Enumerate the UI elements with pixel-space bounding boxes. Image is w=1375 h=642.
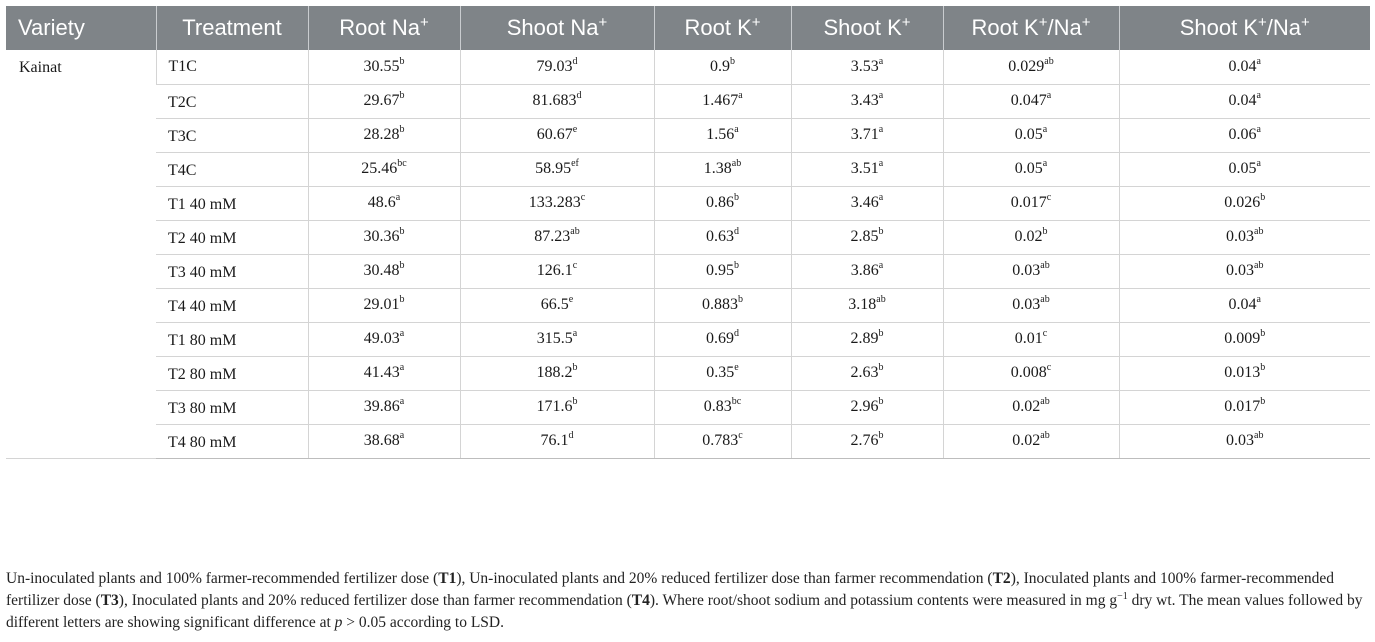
column-header [460,6,654,50]
cell-value: 3.71 [850,126,879,143]
significance-letter: c [580,192,586,203]
significance-letter: a [1256,124,1261,135]
value-cell [791,288,943,322]
significance-letter: ab [570,226,580,237]
value-cell [943,390,1119,424]
table-row [6,322,1370,356]
table-row [6,356,1370,390]
column-header [791,6,943,50]
significance-letter: a [1256,90,1261,101]
header-text: Root K [684,15,752,40]
significance-letter: ab [876,294,886,305]
value-cell [308,322,460,356]
footnote-segment: −1 [1117,591,1128,602]
header-superscript: + [1038,14,1048,31]
significance-letter: a [878,90,884,101]
treatment-cell: T1 40 mM [156,186,308,220]
significance-letter: b [1260,396,1266,407]
value-cell [654,322,791,356]
cell-value: 29.67 [363,92,400,109]
data-table-container [6,6,1370,459]
significance-letter: b [878,430,884,441]
footnote-segment: T2 [992,570,1011,587]
significance-letter: a [878,124,884,135]
significance-letter: b [1042,226,1048,237]
cell-value: 0.783 [702,432,739,449]
significance-letter: b [878,328,884,339]
value-cell [460,288,654,322]
value-cell [1119,424,1370,458]
cell-value: 0.35 [706,364,735,381]
significance-letter: a [399,430,405,441]
column-header [943,6,1119,50]
cell-value: 0.008 [1010,364,1047,381]
treatment-cell: T2C [156,84,308,118]
significance-letter: d [572,55,578,67]
footnote-segment: ), Inoculated plants and 20% reduced fertilizer dose than farmer recommendation ( [118,592,632,609]
cell-value: 3.53 [850,57,879,75]
cell-value: 3.18 [848,296,877,313]
value-cell [943,356,1119,390]
significance-letter: b [1260,328,1266,339]
table-row [6,84,1370,118]
cell-value: 48.6 [367,194,396,211]
value-cell [654,118,791,152]
significance-letter: b [399,294,405,305]
value-cell [308,254,460,288]
treatment-cell: T3 80 mM [156,390,308,424]
significance-letter: b [730,55,735,67]
significance-letter: b [572,362,578,373]
table-row [6,220,1370,254]
significance-letter: b [878,396,884,407]
significance-letter: a [738,90,743,101]
value-cell [308,84,460,118]
significance-letter: c [1046,192,1052,203]
header-text: Treatment [182,15,282,40]
header-text: Shoot K [1179,15,1258,40]
value-cell [1119,84,1370,118]
value-cell [460,118,654,152]
cell-value: 60.67 [536,126,573,143]
significance-letter: b [399,55,405,67]
significance-letter: a [1042,158,1048,169]
cell-value: 0.01 [1014,330,1043,347]
cell-value: 315.5 [536,330,573,347]
cell-value: 0.06 [1228,126,1257,143]
value-cell [1119,152,1370,186]
cell-value: 0.047 [1010,92,1047,109]
significance-letter: c [738,430,743,441]
value-cell [1119,356,1370,390]
value-cell [943,254,1119,288]
value-cell [308,424,460,458]
cell-value: 0.03 [1226,228,1255,245]
cell-value: 0.02 [1012,398,1041,415]
significance-letter: a [878,260,884,271]
significance-letter: a [1256,55,1261,67]
cell-value: 41.43 [363,364,400,381]
header-text: Shoot K [823,15,902,40]
value-cell [654,254,791,288]
value-cell [308,152,460,186]
cell-value: 2.76 [850,432,879,449]
cell-value: 0.03 [1012,262,1041,279]
value-cell [654,390,791,424]
treatment-cell: T3 40 mM [156,254,308,288]
significance-letter: a [399,396,405,407]
value-cell [460,322,654,356]
footnote-segment: T1 [438,570,457,587]
value-cell [943,152,1119,186]
significance-letter: c [1042,328,1048,339]
cell-value: 2.96 [850,398,879,415]
value-cell [308,288,460,322]
header-superscript: + [419,14,429,31]
column-header [156,6,308,50]
table-footnote [6,568,1370,634]
treatment-cell: T3C [156,118,308,152]
significance-letter: ab [1254,226,1264,237]
cell-value: 0.029 [1008,57,1045,75]
significance-letter: b [878,362,884,373]
value-cell [308,50,460,84]
footnote-segment: T4 [631,592,650,609]
value-cell [308,220,460,254]
cell-value: 30.36 [363,228,400,245]
value-cell [460,152,654,186]
cell-value: 0.05 [1014,160,1043,177]
cell-value: 0.03 [1226,432,1255,449]
value-cell [460,254,654,288]
significance-letter: a [1046,90,1052,101]
significance-letter: ab [1044,55,1054,67]
footnote-segment: ), Inoculated plants and 100% farmer-recommended fertilizer dose ( [6,570,1335,609]
cell-value: 1.467 [702,92,739,109]
value-cell [791,84,943,118]
table-row [6,186,1370,220]
value-cell [791,152,943,186]
header-text: /Na [1047,15,1082,40]
significance-letter: b [399,260,405,271]
value-cell [791,356,943,390]
treatment-cell: T4C [156,152,308,186]
cell-value: 58.95 [535,160,572,177]
cell-value: 39.86 [363,398,400,415]
value-cell [654,152,791,186]
header-superscript: + [751,14,761,31]
significance-letter: b [399,226,405,237]
significance-letter: a [878,192,884,203]
header-superscript: + [901,14,911,31]
value-cell [943,186,1119,220]
significance-letter: a [734,124,739,135]
significance-letter: ef [571,158,579,169]
significance-letter: ab [1040,396,1050,407]
value-cell [460,220,654,254]
cell-value: 0.013 [1224,364,1261,381]
significance-letter: a [1042,124,1048,135]
cell-value: 30.48 [363,262,400,279]
cell-value: 28.28 [363,126,400,143]
significance-letter: b [878,226,884,237]
cell-value: 133.283 [528,194,581,211]
value-cell [460,424,654,458]
value-cell [308,356,460,390]
value-cell [1119,186,1370,220]
cell-value: 3.51 [850,160,879,177]
cell-value: 1.38 [703,160,732,177]
cell-value: 87.23 [534,228,571,245]
table-row [6,118,1370,152]
cell-value: 81.683 [532,92,577,109]
value-cell [654,288,791,322]
significance-letter: b [734,260,739,271]
cell-value: 29.01 [363,296,400,313]
cell-value: 0.03 [1226,262,1255,279]
value-cell [460,84,654,118]
value-cell [791,186,943,220]
significance-letter: c [572,260,578,271]
cell-value: 0.04 [1228,92,1257,109]
value-cell [943,50,1119,84]
value-cell [654,220,791,254]
significance-letter: ab [1040,260,1050,271]
cell-value: 3.86 [850,262,879,279]
cell-value: 0.95 [706,262,734,279]
cell-value: 2.89 [850,330,879,347]
significance-letter: ab [1040,430,1050,441]
cell-value: 0.03 [1012,296,1041,313]
value-cell [308,118,460,152]
header-text: Root K [971,15,1039,40]
value-cell [791,424,943,458]
data-table [6,6,1370,459]
cell-value: 0.04 [1228,57,1257,75]
table-row [6,254,1370,288]
significance-letter: ab [1254,430,1264,441]
value-cell [943,322,1119,356]
treatment-cell: T2 40 mM [156,220,308,254]
significance-letter: b [572,396,578,407]
significance-letter: a [1256,158,1261,169]
table-body [6,50,1370,458]
cell-value: 0.017 [1010,194,1047,211]
header-text: Shoot Na [506,15,599,40]
cell-value: 0.9 [710,57,730,75]
value-cell [1119,220,1370,254]
significance-letter: a [395,192,401,203]
cell-value: 0.63 [706,228,734,245]
cell-value: 0.009 [1224,330,1261,347]
treatment-cell: T1 80 mM [156,322,308,356]
cell-value: 25.46 [361,160,398,177]
cell-value: 0.05 [1228,160,1257,177]
value-cell [943,118,1119,152]
header-superscript: + [1081,14,1091,31]
significance-letter: b [738,294,743,305]
significance-letter: bc [731,396,742,407]
cell-value: 0.026 [1224,194,1261,211]
significance-letter: b [734,192,739,203]
column-header [1119,6,1370,50]
value-cell [943,84,1119,118]
significance-letter: d [568,430,574,441]
value-cell [1119,50,1370,84]
significance-letter: d [734,226,739,237]
value-cell [654,50,791,84]
value-cell [1119,288,1370,322]
value-cell [654,84,791,118]
header-superscript: + [598,14,608,31]
value-cell [1119,322,1370,356]
value-cell [460,356,654,390]
table-header-row [6,6,1370,50]
significance-letter: ab [731,158,742,169]
significance-letter: a [878,158,884,169]
value-cell [791,322,943,356]
value-cell [943,424,1119,458]
significance-letter: d [576,90,582,101]
variety-cell: Kainat [6,50,156,458]
footnote-segment: p [334,614,343,631]
value-cell [1119,118,1370,152]
value-cell [654,186,791,220]
value-cell [1119,254,1370,288]
significance-letter: b [1260,192,1266,203]
value-cell [943,288,1119,322]
cell-value: 3.46 [850,194,879,211]
value-cell [460,186,654,220]
treatment-cell: T1C [156,50,308,84]
table-row [6,50,1370,84]
cell-value: 126.1 [536,262,573,279]
significance-letter: c [1046,362,1052,373]
cell-value: 49.03 [363,330,400,347]
cell-value: 0.05 [1014,126,1043,143]
value-cell [308,186,460,220]
significance-letter: ab [1254,260,1264,271]
cell-value: 0.04 [1228,296,1257,313]
footnote-segment: ). Where root/shoot sodium and potassium contents were measured in mg g [649,592,1118,609]
significance-letter: a [399,328,405,339]
value-cell [791,254,943,288]
column-header [6,6,156,50]
value-cell [460,50,654,84]
treatment-cell: T4 80 mM [156,424,308,458]
header-text: /Na [1266,15,1302,40]
value-cell [791,118,943,152]
value-cell [654,356,791,390]
table-row [6,390,1370,424]
value-cell [791,390,943,424]
significance-letter: b [399,124,405,135]
cell-value: 2.85 [850,228,879,245]
cell-value: 66.5 [540,296,569,313]
cell-value: 0.83 [703,398,732,415]
cell-value: 188.2 [536,364,573,381]
value-cell [1119,390,1370,424]
cell-value: 2.63 [850,364,879,381]
significance-letter: b [1260,362,1266,373]
cell-value: 38.68 [363,432,400,449]
value-cell [460,390,654,424]
significance-letter: bc [397,158,407,169]
significance-letter: d [734,328,739,339]
value-cell [308,390,460,424]
significance-letter: ab [1040,294,1050,305]
significance-letter: a [572,328,578,339]
cell-value: 76.1 [540,432,569,449]
column-header [308,6,460,50]
header-superscript: + [1258,14,1267,31]
table-row [6,424,1370,458]
cell-value: 30.55 [363,57,400,75]
significance-letter: e [572,124,578,135]
significance-letter: a [1256,294,1261,305]
value-cell [943,220,1119,254]
cell-value: 1.56 [706,126,735,143]
header-text: Root Na [339,15,420,40]
significance-letter: b [399,90,405,101]
cell-value: 171.6 [536,398,573,415]
footnote-segment: Un-inoculated plants and 100% farmer-recommended fertilizer dose ( [6,570,439,587]
cell-value: 0.02 [1014,228,1043,245]
cell-value: 0.02 [1012,432,1041,449]
cell-value: 0.69 [706,330,734,347]
value-cell [791,220,943,254]
cell-value: 0.017 [1224,398,1261,415]
significance-letter: a [878,55,884,67]
cell-value: 3.43 [850,92,879,109]
footnote-segment: T3 [100,592,119,609]
significance-letter: e [734,362,739,373]
treatment-cell: T4 40 mM [156,288,308,322]
header-text: Variety [18,15,85,40]
header-superscript: + [1301,14,1310,31]
cell-value: 79.03 [536,57,573,75]
significance-letter: e [568,294,574,305]
table-row [6,152,1370,186]
footnote-segment: > 0.05 according to LSD. [342,614,504,631]
value-cell [654,424,791,458]
footnote-segment: ), Un-inoculated plants and 20% reduced fertilizer dose than farmer recommendation ( [456,570,993,587]
column-header [654,6,791,50]
significance-letter: a [399,362,405,373]
cell-value: 0.883 [702,296,738,313]
treatment-cell: T2 80 mM [156,356,308,390]
footnote-segment: dry wt. The mean values followed by different letters are showing significant difference at [6,592,1363,631]
cell-value: 0.86 [706,194,734,211]
value-cell [791,50,943,84]
table-row [6,288,1370,322]
